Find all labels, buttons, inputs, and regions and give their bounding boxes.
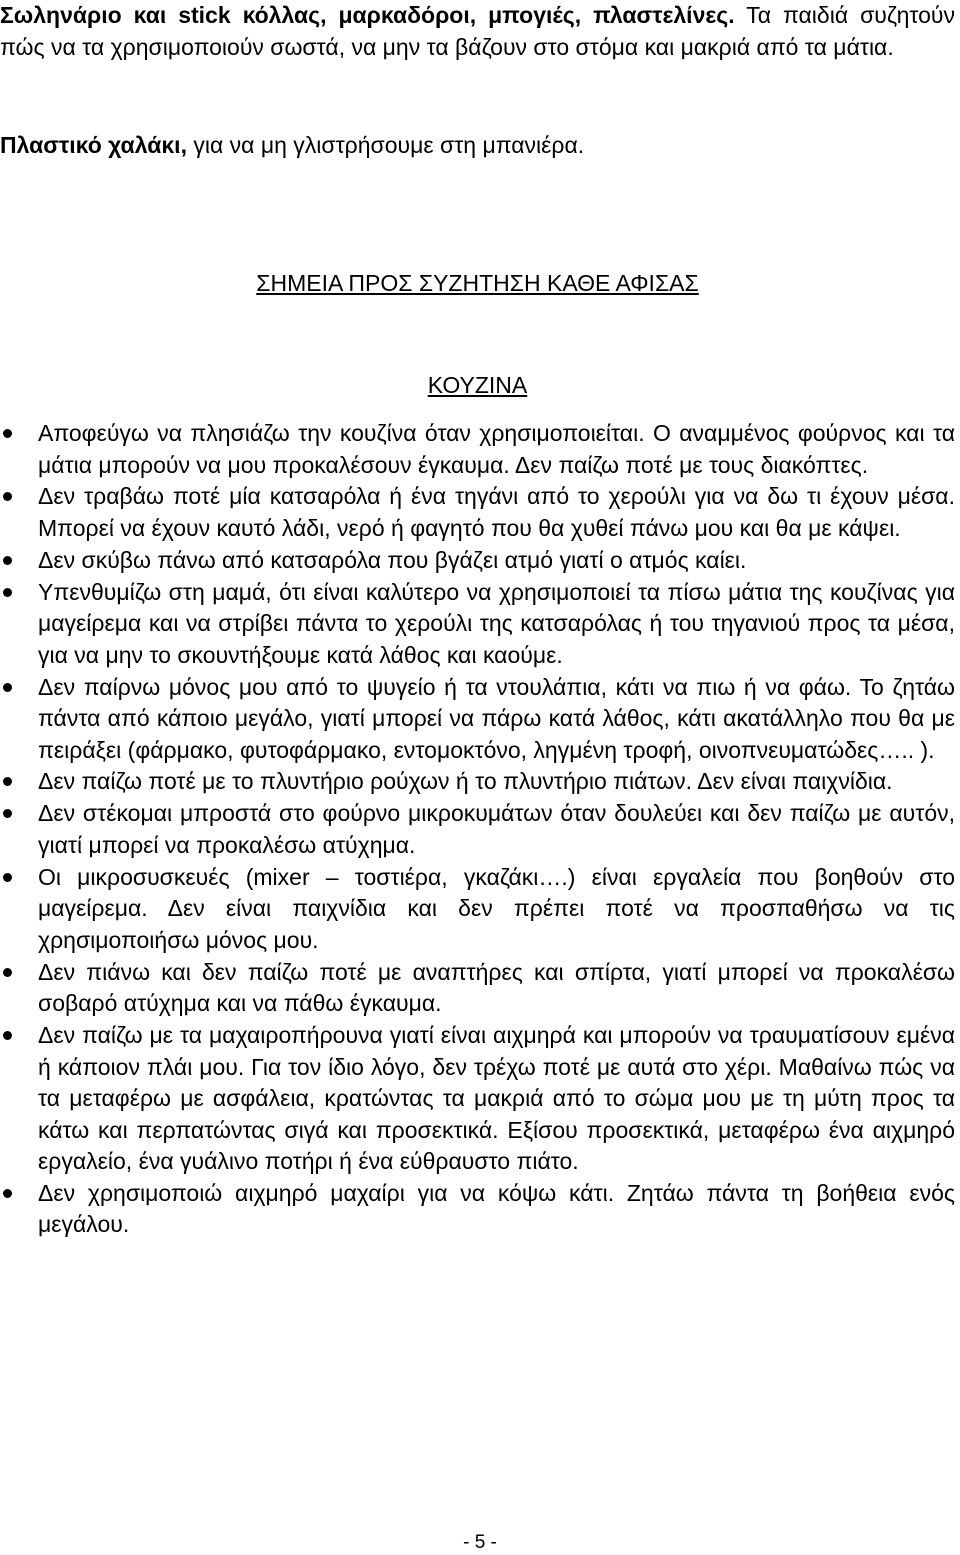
bullet-icon (3, 683, 12, 692)
list-item-text: Δεν πιάνω και δεν παίζω ποτέ με αναπτήρες και σπίρτα, γιατί μπορεί να προκαλέσω σοβαρό ατύχημα και να πάθω έγκαυμα. (38, 958, 955, 1017)
intro-bold-glue: Σωληνάριο και stick κόλλας, μαρκαδόροι, μπογιές, πλαστελίνες. (0, 2, 735, 28)
intro-bold-mat: Πλαστικό χαλάκι, (0, 132, 187, 158)
safety-bullet-list (0, 418, 955, 1241)
list-item (0, 1178, 955, 1241)
bullet-icon (3, 492, 12, 501)
page-number: - 5 - (463, 1532, 497, 1553)
bullet-icon (3, 968, 12, 977)
list-item (0, 545, 955, 577)
list-item-text: Δεν σκύβω πάνω από κατσαρόλα που βγάζει ατμό γιατί ο ατμός καίει. (38, 546, 747, 573)
list-item (0, 418, 955, 481)
section-title: ΣΗΜΕΙΑ ΠΡΟΣ ΣΥΖΗΤΗΣΗ ΚΑΘΕ ΑΦΙΣΑΣ (256, 270, 699, 296)
bullet-icon (3, 556, 12, 565)
list-item-text: Δεν τραβάω ποτέ μία κατσαρόλα ή ένα τηγάνι από το χερούλι για να δω τι έχουν μέσα. Μπορεί να έχουν καυτό λάδι, νερό ή φαγητό που θα χυθεί πάνω μου και θα με κάψει. (38, 483, 955, 541)
subsection-title: ΚΟΥΖΙΝΑ (427, 372, 528, 398)
bullet-icon (3, 777, 12, 786)
list-item-text: Δεν παίζω ποτέ με το πλυντήριο ρούχων ή το πλυντήριο πιάτων. Δεν είναι παιχνίδια. (38, 768, 893, 795)
bullet-icon (3, 1031, 12, 1040)
list-item (0, 766, 955, 798)
list-item (0, 577, 955, 672)
bullet-icon (3, 429, 12, 438)
list-item (0, 481, 955, 544)
intro-paragraph-glue (0, 0, 955, 63)
intro-text-glue: Τα παιδιά συζητούν πώς να τα χρησιμοποιούν σωστά, να μην τα βάζουν στο στόμα και μακριά από τα μάτια. (0, 2, 955, 60)
bullet-icon (3, 1189, 12, 1198)
list-item (0, 798, 955, 861)
list-item (0, 957, 955, 1020)
list-item-text: Αποφεύγω να πλησιάζω την κουζίνα όταν χρησιμοποιείται. Ο αναμμένος φούρνος και τα μάτια μπορούν να μου προκαλέσουν έγκαυμα. Δεν παίζω ποτέ με τους διακόπτες. (38, 420, 955, 478)
list-item-text: Δεν παίζω με τα μαχαιροπήρουνα γιατί είναι αιχμηρά και μπορούν να τραυματίσουν εμένα ή κάποιον πλάι μου. Για τον ίδιο λόγο, δεν τρέχω ποτέ με αυτά στο χέρι. Μαθαίνω πώς να τα μεταφέρω με ασφάλεια, κρατώντας τα μακριά από το σώμα μου με τη μύτη προς τα κάτω και περπατώντας σιγά και προσεκτικά. Εξίσου προσεκτικά, μεταφέρω ένα αιχμηρό εργαλείο, ένα γυάλινο ποτήρι ή ένα εύθραυστο πιάτο. (38, 1022, 955, 1175)
bullet-icon (3, 873, 12, 882)
list-item (0, 1020, 955, 1178)
bullet-icon (3, 588, 12, 597)
list-item-text: Υπενθυμίζω στη μαμά, ότι είναι καλύτερο να χρησιμοποιεί τα πίσω μάτια της κουζίνας για μαγείρεμα και να στρίβει πάντα το χερούλι της κατσαρόλας ή του τηγανιού προς τα μέσα, για να μην το σκουντήξουμε κατά λάθος και καούμε. (38, 578, 955, 668)
list-item-text: Δεν στέκομαι μπροστά στο φούρνο μικροκυμάτων όταν δουλεύει και δεν παίζω με αυτόν, γιατί μπορεί να προκαλέσω ατύχημα. (38, 800, 955, 858)
intro-paragraph-mat (0, 130, 955, 162)
list-item (0, 862, 955, 957)
list-item-text: Δεν παίρνω μόνος μου από το ψυγείο ή τα ντουλάπια, κάτι να πιω ή να φάω. Το ζητάω πάντα από κάποιο μεγάλο, γιατί μπορεί να πάρω κατά λάθος, κάτι ακατάλληλο που θα με πειράξει (φάρμακο, φυτοφάρμακο, εντομοκτόνο, ληγμένη τροφή, οινοπνευματώδες….. ). (38, 673, 955, 763)
intro-text-mat: για να μη γλιστρήσουμε στη μπανιέρα. (186, 132, 585, 158)
list-item-text: Δεν χρησιμοποιώ αιχμηρό μαχαίρι για να κόψω κάτι. Ζητάω πάντα τη βοήθεια ενός μεγάλου. (38, 1179, 955, 1238)
bullet-icon (3, 809, 12, 818)
list-item-text: Οι μικροσυσκευές (mixer – τοστιέρα, γκαζάκι….) είναι εργαλεία που βοηθούν στο μαγείρεμα. Δεν είναι παιχνίδια και δεν πρέπει ποτέ να προσπαθήσω να τις χρησιμοποιήσω μόνος μου. (38, 863, 955, 953)
list-item (0, 672, 955, 767)
